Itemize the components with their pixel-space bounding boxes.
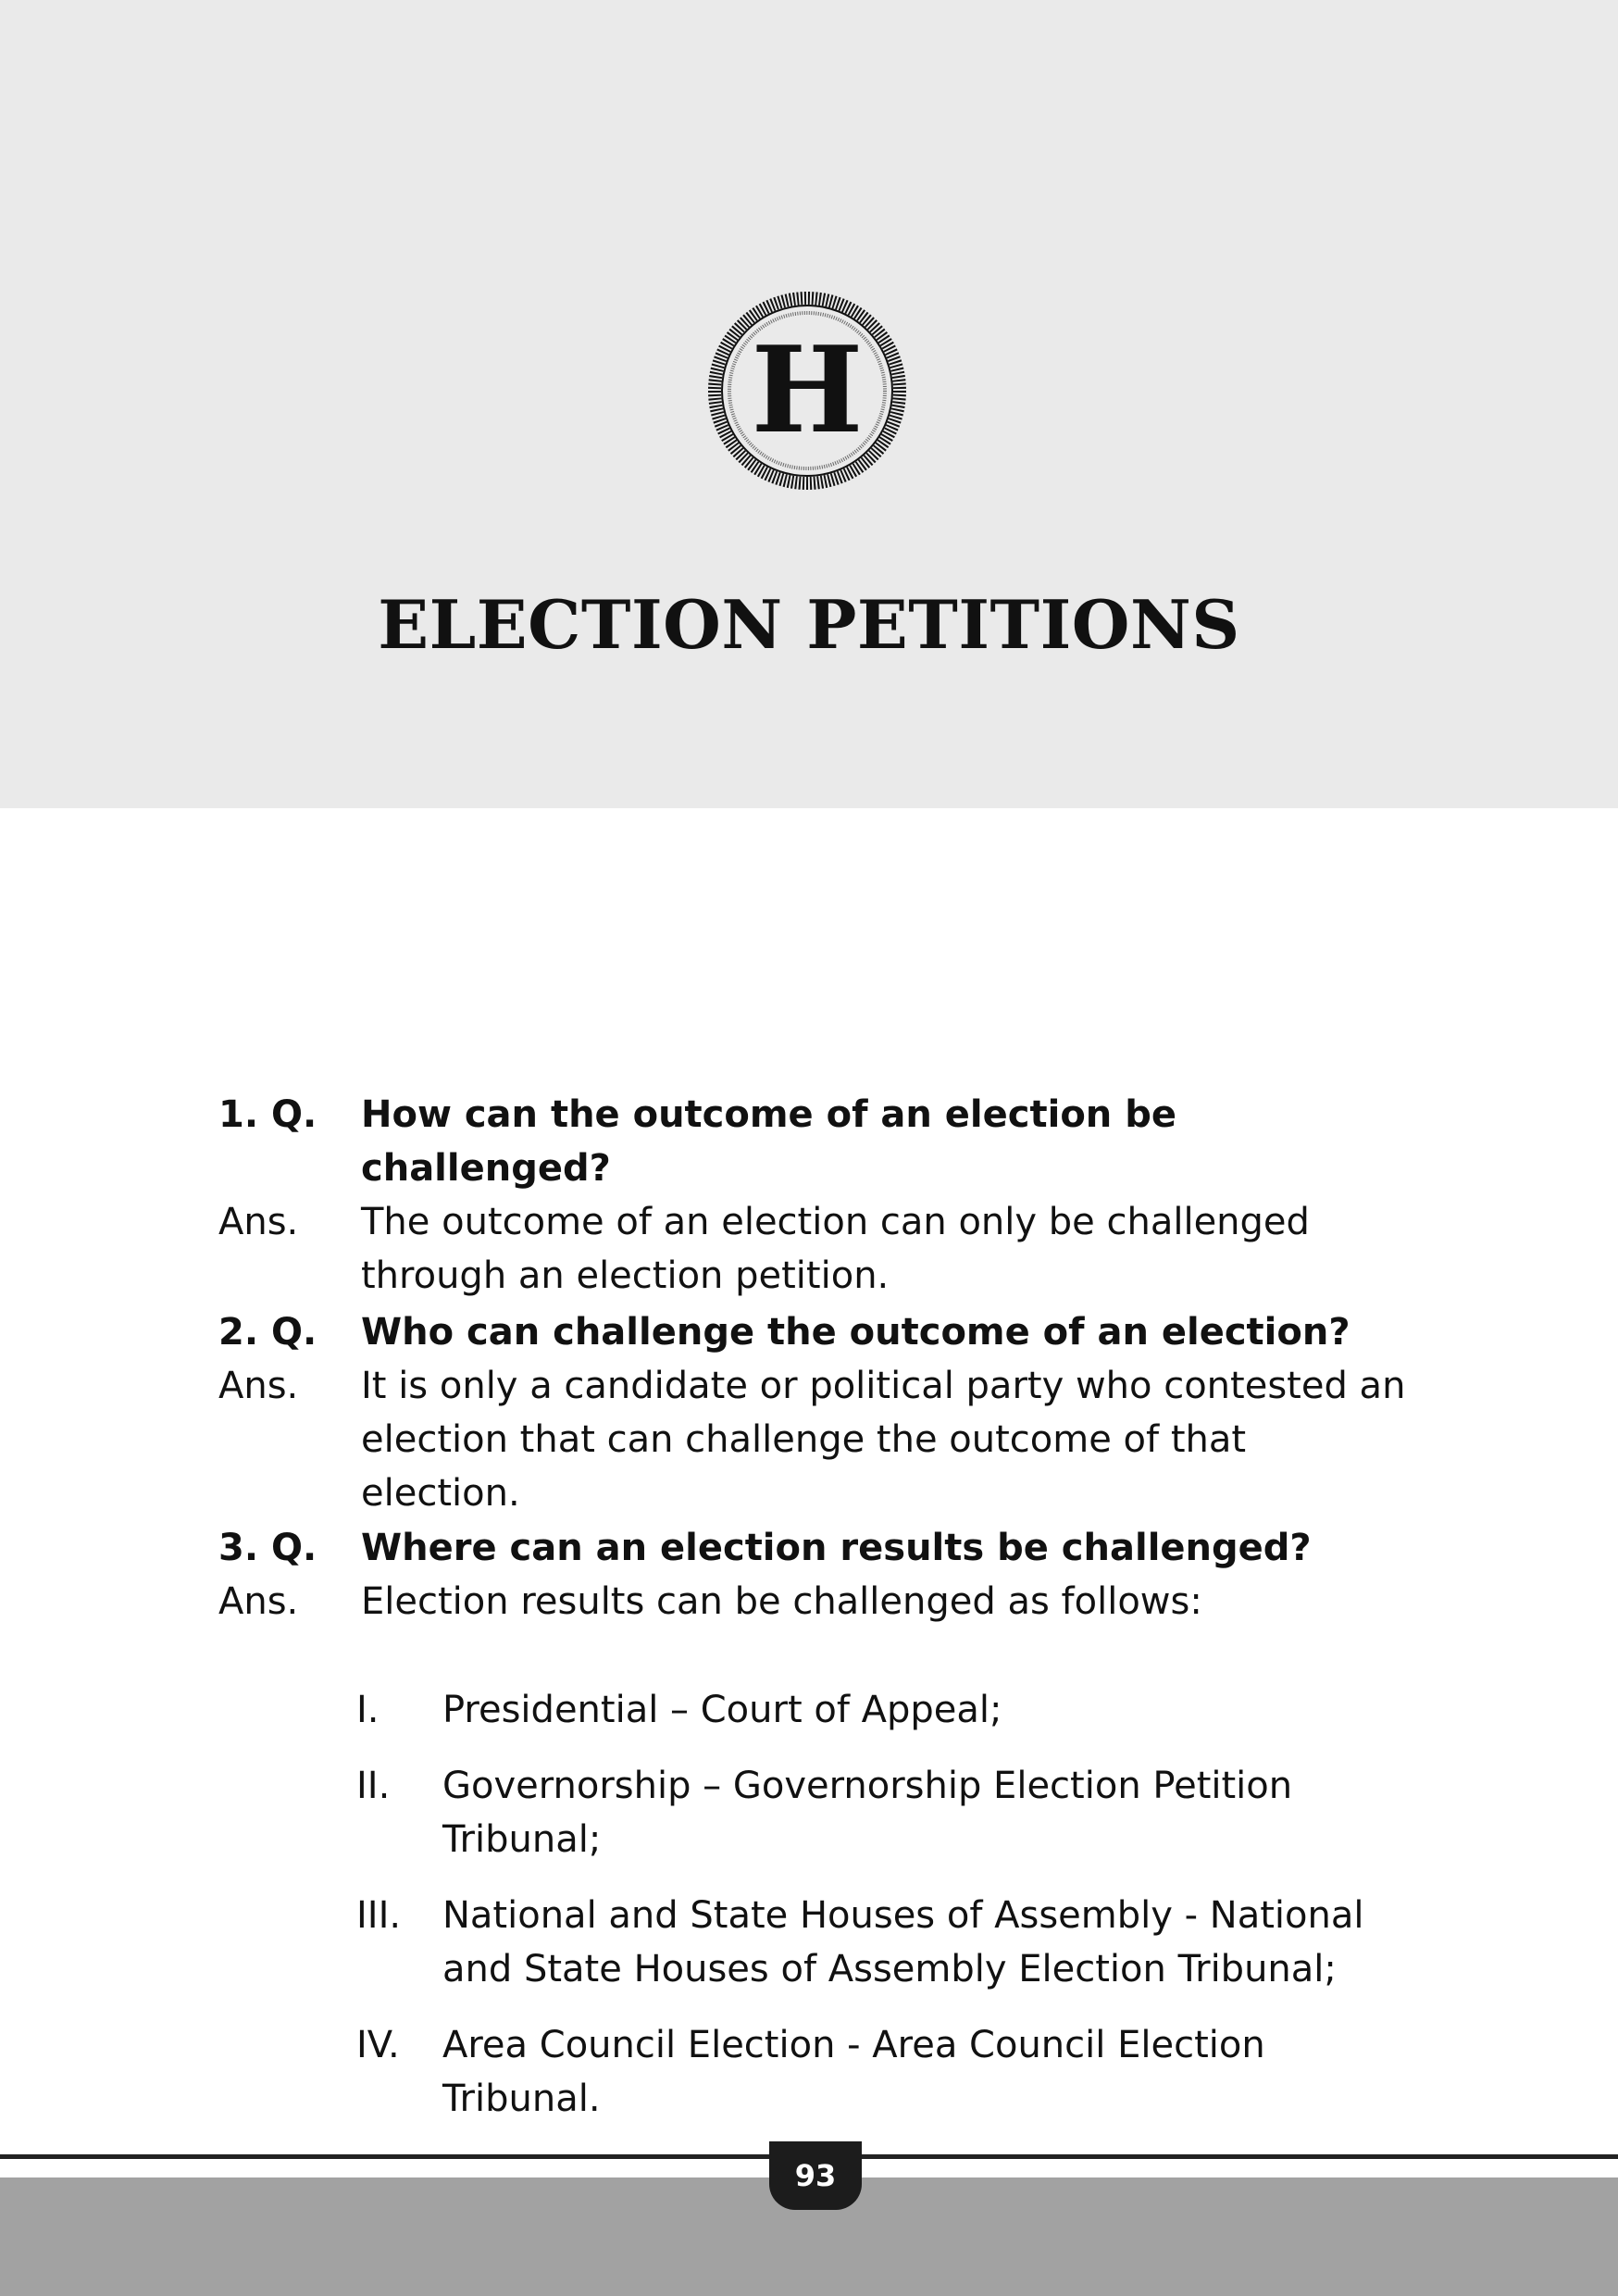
page-number: 93 <box>769 2141 862 2210</box>
question-label: 3. Q. <box>218 1527 317 1569</box>
answer-row <box>218 1359 1422 1520</box>
answer-text: Election results can be challenged as follows: <box>361 1580 1202 1623</box>
list-item-number: II. <box>356 1765 391 1807</box>
list-item <box>356 1889 1421 1996</box>
qa-block-3 <box>218 1521 1422 1628</box>
emblem-letter: H <box>751 321 864 460</box>
venue-list <box>356 1683 1421 2148</box>
question-text: Where can an election results be challenged? <box>361 1527 1312 1569</box>
list-item <box>356 1683 1421 1737</box>
question-row <box>218 1088 1422 1195</box>
chapter-emblem <box>706 290 908 492</box>
question-row <box>218 1305 1422 1359</box>
question-text: How can the outcome of an election be challenged? <box>361 1093 1176 1190</box>
answer-label: Ans. <box>218 1580 299 1623</box>
question-label: 1. Q. <box>218 1093 317 1136</box>
list-item-text: Governorship – Governorship Election Petition Tribunal; <box>442 1765 1293 1861</box>
question-text: Who can challenge the outcome of an election? <box>361 1311 1350 1354</box>
answer-text: It is only a candidate or political party who contested an election that can challenge the outcome of that election. <box>361 1365 1406 1515</box>
answer-label: Ans. <box>218 1201 299 1243</box>
list-item-number: I. <box>356 1689 380 1731</box>
question-row <box>218 1521 1422 1575</box>
chapter-title: ELECTION PETITIONS <box>378 585 1240 664</box>
list-item-text: Area Council Election - Area Council Election Tribunal. <box>442 2024 1265 2120</box>
answer-row <box>218 1195 1422 1303</box>
answer-row <box>218 1575 1422 1628</box>
answer-label: Ans. <box>218 1365 299 1407</box>
qa-block-2 <box>218 1305 1422 1520</box>
list-item-text: National and State Houses of Assembly - National and State Houses of Assembly Election Tribunal; <box>442 1894 1364 1990</box>
list-item-number: IV. <box>356 2024 400 2066</box>
list-item <box>356 1759 1421 1866</box>
header-band <box>0 0 1618 808</box>
answer-text: The outcome of an election can only be challenged through an election petition. <box>361 1201 1310 1297</box>
qa-block-1 <box>218 1088 1422 1303</box>
question-label: 2. Q. <box>218 1311 317 1354</box>
list-item-text: Presidential – Court of Appeal; <box>442 1689 1002 1731</box>
list-item <box>356 2018 1421 2126</box>
list-item-number: III. <box>356 1894 402 1937</box>
